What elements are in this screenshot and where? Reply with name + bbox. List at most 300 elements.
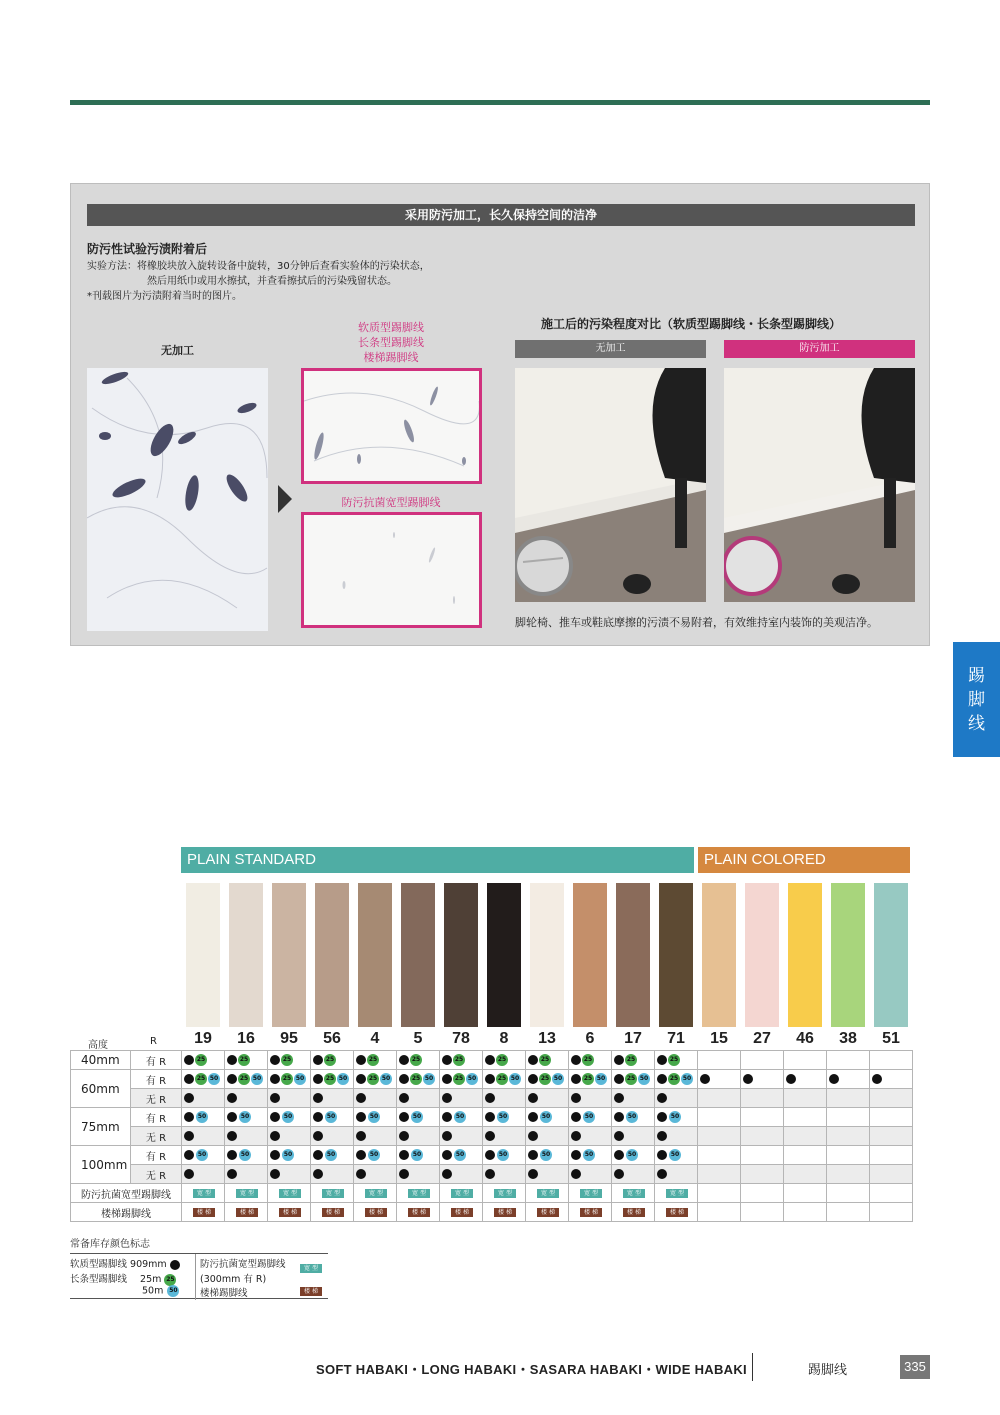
- table-row: [71, 1070, 913, 1089]
- availability-cell: [827, 1051, 870, 1070]
- wide-tag-icon: 宽 型: [279, 1189, 301, 1198]
- color-code: 38: [839, 1030, 857, 1047]
- badge-50-icon: 50: [380, 1073, 392, 1085]
- availability-cell: [354, 1146, 397, 1165]
- table-row: [71, 1165, 913, 1184]
- availability-cell: [698, 1070, 741, 1089]
- color-chip-13: [530, 883, 564, 1027]
- badge-50-icon: 50: [454, 1111, 466, 1123]
- availability-cell: [440, 1146, 483, 1165]
- availability-cell: [569, 1184, 612, 1203]
- stock-dot-icon: [614, 1074, 624, 1084]
- availability-cell: [225, 1070, 268, 1089]
- availability-cell: [268, 1089, 311, 1108]
- badge-50-icon: 50: [595, 1073, 607, 1085]
- height-cell: 100mm: [71, 1146, 131, 1184]
- availability-cell: [827, 1146, 870, 1165]
- badge-25-icon: 25: [281, 1073, 293, 1085]
- availability-cell: [182, 1051, 225, 1070]
- availability-cell: [268, 1108, 311, 1127]
- stock-dot-icon: [356, 1055, 366, 1065]
- availability-cell: [698, 1108, 741, 1127]
- method-line-1: 实验方法：将橡胶块放入旋转设备中旋转，30分钟后查看实验体的污染状态，: [87, 261, 430, 272]
- color-code: 56: [323, 1030, 341, 1047]
- availability-cell: [698, 1165, 741, 1184]
- availability-cell: [741, 1127, 784, 1146]
- stock-dot-icon: [227, 1074, 237, 1084]
- legend-divider: [195, 1254, 196, 1300]
- availability-cell: [397, 1184, 440, 1203]
- availability-cell: [268, 1165, 311, 1184]
- stock-dot-icon: [528, 1169, 538, 1179]
- badge-25-icon: 25: [453, 1073, 465, 1085]
- legend-stair-tag: [300, 1286, 322, 1297]
- badge-50-icon: 50: [196, 1111, 208, 1123]
- color-code: 27: [753, 1030, 771, 1047]
- availability-cell: [655, 1184, 698, 1203]
- availability-cell: [182, 1108, 225, 1127]
- stair-tag-icon: 楼 梯: [322, 1208, 344, 1217]
- stock-dot-icon: [485, 1112, 495, 1122]
- badge-25-icon: 25: [625, 1054, 637, 1066]
- availability-cell: [182, 1070, 225, 1089]
- stock-dot-icon: [614, 1131, 624, 1141]
- method-line-3: *刊载图片为污渍附着当时的图片。: [87, 291, 242, 302]
- availability-cell: [784, 1184, 827, 1203]
- stock-dot-icon: [442, 1150, 452, 1160]
- wide-tag-icon: 宽 型: [537, 1189, 559, 1198]
- stock-dot-icon: [270, 1131, 280, 1141]
- legend-long-length-25: 25m: [140, 1274, 162, 1285]
- availability-cell: [741, 1203, 784, 1222]
- availability-cell: [655, 1146, 698, 1165]
- badge-50-icon: 50: [583, 1149, 595, 1161]
- section-tab-char-1: 踢: [968, 666, 985, 686]
- availability-cell: [397, 1146, 440, 1165]
- badge-50-icon: 50: [669, 1149, 681, 1161]
- availability-cell: [526, 1165, 569, 1184]
- wide-sample-image: [301, 512, 482, 628]
- availability-cell: [268, 1070, 311, 1089]
- legend-stair: 楼梯踢脚线: [200, 1288, 248, 1299]
- availability-cell: [225, 1184, 268, 1203]
- stock-dot-icon: [485, 1055, 495, 1065]
- stair-tag-icon: 楼 梯: [537, 1208, 559, 1217]
- stock-dot-icon: [657, 1150, 667, 1160]
- badge-25-icon: 25: [496, 1054, 508, 1066]
- color-chip-8: [487, 883, 521, 1027]
- stock-dot-icon: [485, 1150, 495, 1160]
- color-chip-71: [659, 883, 693, 1027]
- availability-cell: [526, 1184, 569, 1203]
- table-row: [71, 1184, 913, 1203]
- availability-cell: [311, 1070, 354, 1089]
- color-code: 5: [413, 1030, 423, 1047]
- availability-cell: [741, 1184, 784, 1203]
- availability-cell: [827, 1184, 870, 1203]
- legend-wide-tag: [300, 1263, 322, 1274]
- availability-cell: [655, 1165, 698, 1184]
- badge-50-icon: 50: [540, 1149, 552, 1161]
- stock-dot-icon: [442, 1055, 452, 1065]
- badge-25-icon: 25: [539, 1073, 551, 1085]
- stock-dot-icon: [442, 1074, 452, 1084]
- badge-25-icon: 25: [668, 1073, 680, 1085]
- availability-cell: [655, 1108, 698, 1127]
- stock-dot-icon: [700, 1074, 710, 1084]
- badge-50-icon: 50: [411, 1149, 423, 1161]
- plain-standard-header: PLAIN STANDARD: [181, 847, 694, 873]
- availability-cell: [182, 1127, 225, 1146]
- legend-soft-length: 909mm: [130, 1259, 167, 1270]
- badge-50-icon: 50: [294, 1073, 306, 1085]
- stock-dot-icon: [270, 1150, 280, 1160]
- stock-dot-icon: [442, 1112, 452, 1122]
- availability-cell: [483, 1184, 526, 1203]
- label-treated-3: 楼梯踢脚线: [363, 351, 419, 364]
- treated-room-photo: [724, 368, 915, 602]
- badge-50-icon: 50: [325, 1149, 337, 1161]
- stock-dot-icon: [571, 1131, 581, 1141]
- color-code: 16: [237, 1030, 255, 1047]
- stair-tag-icon: 楼 梯: [451, 1208, 473, 1217]
- stock-dot-icon: [571, 1169, 581, 1179]
- availability-cell: [225, 1108, 268, 1127]
- stock-dot-icon: [184, 1131, 194, 1141]
- color-code: 8: [499, 1030, 509, 1047]
- availability-cell: [612, 1070, 655, 1089]
- availability-cell: [741, 1051, 784, 1070]
- availability-cell: [354, 1089, 397, 1108]
- badge-50-icon: 50: [196, 1149, 208, 1161]
- availability-cell: [569, 1108, 612, 1127]
- badge-50-icon: 50: [411, 1111, 423, 1123]
- availability-cell: [655, 1203, 698, 1222]
- badge-25-icon: 25: [281, 1054, 293, 1066]
- table-row: [71, 1146, 913, 1165]
- compare-title: 施工后的污染程度对比（软质型踢脚线・长条型踢脚线）: [541, 317, 842, 331]
- badge-25-icon: 25: [539, 1054, 551, 1066]
- table-row: [71, 1051, 913, 1070]
- color-code: 71: [667, 1030, 685, 1047]
- availability-cell: [440, 1108, 483, 1127]
- availability-cell: [612, 1089, 655, 1108]
- stair-tag-icon: 楼 梯: [236, 1208, 258, 1217]
- stock-dot-icon: [743, 1074, 753, 1084]
- color-code: 4: [370, 1030, 380, 1047]
- color-chip-95: [272, 883, 306, 1027]
- badge-50-icon: 50: [626, 1149, 638, 1161]
- footer-series: SOFT HABAKI・LONG HABAKI・SASARA HABAKI・WIDE HABAKI: [316, 1362, 747, 1377]
- availability-cell: [784, 1127, 827, 1146]
- r-cell: 有 R: [131, 1108, 182, 1127]
- availability-cell: [784, 1051, 827, 1070]
- badge-50-icon: 50: [325, 1111, 337, 1123]
- label-treated-1: 软质型踢脚线: [358, 321, 424, 334]
- availability-cell: [397, 1203, 440, 1222]
- height-cell: 60mm: [71, 1070, 131, 1108]
- badge-50-icon: 50: [423, 1073, 435, 1085]
- stock-dot-icon: [227, 1150, 237, 1160]
- availability-table: [70, 1050, 913, 1222]
- availability-cell: [655, 1089, 698, 1108]
- badge-50-icon: 50: [552, 1073, 564, 1085]
- badge-50-icon: 50: [497, 1111, 509, 1123]
- availability-cell: [311, 1146, 354, 1165]
- stock-dot-icon: [184, 1112, 194, 1122]
- badge-50-icon: 50: [638, 1073, 650, 1085]
- color-chip-78: [444, 883, 478, 1027]
- availability-cell: [526, 1089, 569, 1108]
- stock-dot-icon: [184, 1055, 194, 1065]
- availability-cell: [870, 1070, 913, 1089]
- availability-cell: [569, 1127, 612, 1146]
- stock-dot-icon: [571, 1055, 581, 1065]
- availability-cell: [612, 1108, 655, 1127]
- color-code: 17: [624, 1030, 642, 1047]
- availability-cell: [870, 1146, 913, 1165]
- treated-sample-image: [301, 368, 482, 484]
- stock-dot-icon: [313, 1169, 323, 1179]
- availability-cell: [483, 1108, 526, 1127]
- legend-long-label: 长条型踢脚线: [70, 1274, 128, 1285]
- badge-50-icon: 50: [167, 1285, 179, 1297]
- badge-50-icon: 50: [368, 1111, 380, 1123]
- availability-cell: [827, 1089, 870, 1108]
- availability-cell: [698, 1089, 741, 1108]
- availability-cell: [827, 1108, 870, 1127]
- availability-cell: [612, 1127, 655, 1146]
- badge-25-icon: 25: [496, 1073, 508, 1085]
- availability-cell: [784, 1203, 827, 1222]
- badge-50-icon: 50: [509, 1073, 521, 1085]
- badge-25-icon: 25: [410, 1054, 422, 1066]
- availability-cell: [741, 1146, 784, 1165]
- availability-cell: [698, 1184, 741, 1203]
- label-untreated: 无加工: [161, 344, 194, 357]
- availability-cell: [741, 1165, 784, 1184]
- availability-cell: [569, 1051, 612, 1070]
- availability-cell: [354, 1203, 397, 1222]
- compare-treated-label: 防污加工: [724, 340, 915, 358]
- color-chip-38: [831, 883, 865, 1027]
- stock-dot-icon: [657, 1093, 667, 1103]
- stock-dot-icon: [399, 1055, 409, 1065]
- stock-dot-icon: [356, 1074, 366, 1084]
- availability-cell: [354, 1165, 397, 1184]
- color-code: 13: [538, 1030, 556, 1047]
- availability-cell: [741, 1089, 784, 1108]
- stock-dot-icon: [356, 1169, 366, 1179]
- availability-cell: [268, 1146, 311, 1165]
- color-code: 15: [710, 1030, 728, 1047]
- availability-cell: [354, 1184, 397, 1203]
- stock-legend: [70, 1235, 328, 1299]
- legend-wide-note: (300mm 有 R): [200, 1274, 267, 1285]
- stock-dot-icon: [270, 1112, 280, 1122]
- badge-25-icon: 25: [410, 1073, 422, 1085]
- stock-dot-icon: [614, 1169, 624, 1179]
- stock-dot-icon: [485, 1169, 495, 1179]
- color-code: 78: [452, 1030, 470, 1047]
- wide-tag-icon: 宽 型: [451, 1189, 473, 1198]
- color-chip-19: [186, 883, 220, 1027]
- availability-cell: [655, 1051, 698, 1070]
- badge-50-icon: 50: [454, 1149, 466, 1161]
- stock-dot-icon: [829, 1074, 839, 1084]
- stock-dot-icon: [356, 1112, 366, 1122]
- availability-cell: [397, 1070, 440, 1089]
- table-row: [71, 1108, 913, 1127]
- wide-tag-icon: 宽 型: [408, 1189, 430, 1198]
- height-cell: 40mm: [71, 1051, 131, 1070]
- availability-cell: [268, 1127, 311, 1146]
- availability-cell: [698, 1127, 741, 1146]
- stock-dot-icon: [170, 1260, 180, 1270]
- availability-cell: [440, 1203, 483, 1222]
- stock-dot-icon: [657, 1112, 667, 1122]
- availability-cell: [440, 1165, 483, 1184]
- page-number: 335: [900, 1355, 930, 1379]
- badge-50-icon: 50: [583, 1111, 595, 1123]
- availability-cell: [526, 1146, 569, 1165]
- method-line-2: 然后用纸巾或用水擦拭，并查看擦拭后的污染残留状态。: [147, 276, 397, 287]
- stock-dot-icon: [528, 1055, 538, 1065]
- r-cell: 有 R: [131, 1070, 182, 1089]
- availability-cell: [440, 1089, 483, 1108]
- availability-cell: [870, 1184, 913, 1203]
- r-cell: 有 R: [131, 1146, 182, 1165]
- stock-dot-icon: [399, 1074, 409, 1084]
- color-chip-5: [401, 883, 435, 1027]
- color-code: 6: [585, 1030, 595, 1047]
- stock-dot-icon: [528, 1131, 538, 1141]
- wide-tag-icon: 宽 型: [494, 1189, 516, 1198]
- stock-dot-icon: [270, 1093, 280, 1103]
- stock-dot-icon: [313, 1093, 323, 1103]
- stair-tag-icon: 楼 梯: [494, 1208, 516, 1217]
- legend-long: [70, 1271, 176, 1286]
- legend-soft: [70, 1256, 181, 1270]
- stock-dot-icon: [614, 1093, 624, 1103]
- untreated-room-photo: [515, 368, 706, 602]
- badge-50-icon: 50: [466, 1073, 478, 1085]
- stair-tag-icon: 楼 梯: [580, 1208, 602, 1217]
- legend-title: 常备库存颜色标志: [70, 1239, 150, 1250]
- badge-25-icon: 25: [164, 1274, 176, 1286]
- footer-divider: [752, 1353, 753, 1381]
- wide-tag-icon: 宽 型: [580, 1189, 602, 1198]
- product-label-cell: 防污抗菌宽型踢脚线: [71, 1184, 182, 1203]
- availability-cell: [354, 1051, 397, 1070]
- badge-50-icon: 50: [368, 1149, 380, 1161]
- plain-colored-header: PLAIN COLORED: [698, 847, 910, 873]
- stock-dot-icon: [485, 1131, 495, 1141]
- availability-cell: [225, 1203, 268, 1222]
- color-chip-4: [358, 883, 392, 1027]
- stock-dot-icon: [270, 1169, 280, 1179]
- availability-cell: [569, 1070, 612, 1089]
- availability-cell: [741, 1108, 784, 1127]
- availability-cell: [612, 1051, 655, 1070]
- r-cell: 无 R: [131, 1127, 182, 1146]
- availability-cell: [526, 1203, 569, 1222]
- stock-dot-icon: [442, 1131, 452, 1141]
- availability-cell: [354, 1070, 397, 1089]
- badge-25-icon: 25: [324, 1054, 336, 1066]
- availability-cell: [182, 1203, 225, 1222]
- badge-50-icon: 50: [239, 1111, 251, 1123]
- availability-cell: [698, 1146, 741, 1165]
- availability-cell: [182, 1165, 225, 1184]
- color-code: 95: [280, 1030, 298, 1047]
- stock-dot-icon: [399, 1093, 409, 1103]
- stock-dot-icon: [227, 1055, 237, 1065]
- badge-50-icon: 50: [626, 1111, 638, 1123]
- legend-long-50: [142, 1285, 179, 1297]
- badge-50-icon: 50: [251, 1073, 263, 1085]
- badge-25-icon: 25: [238, 1054, 250, 1066]
- section-tab-char-2: 脚: [968, 690, 985, 710]
- badge-50-icon: 50: [540, 1111, 552, 1123]
- availability-cell: [827, 1127, 870, 1146]
- stair-tag-icon: 楼 梯: [300, 1287, 322, 1296]
- stock-dot-icon: [399, 1131, 409, 1141]
- availability-cell: [569, 1203, 612, 1222]
- availability-cell: [225, 1127, 268, 1146]
- availability-cell: [784, 1070, 827, 1089]
- availability-cell: [483, 1146, 526, 1165]
- panel-title: 采用防污加工，长久保持空间的洁净: [87, 204, 915, 226]
- availability-cell: [440, 1127, 483, 1146]
- badge-50-icon: 50: [282, 1111, 294, 1123]
- badge-25-icon: 25: [238, 1073, 250, 1085]
- legend-box: [70, 1253, 328, 1299]
- availability-cell: [311, 1203, 354, 1222]
- availability-cell: [483, 1165, 526, 1184]
- availability-cell: [569, 1146, 612, 1165]
- availability-cell: [784, 1108, 827, 1127]
- badge-25-icon: 25: [324, 1073, 336, 1085]
- badge-50-icon: 50: [681, 1073, 693, 1085]
- availability-cell: [870, 1165, 913, 1184]
- availability-cell: [483, 1051, 526, 1070]
- stock-dot-icon: [485, 1074, 495, 1084]
- badge-50-icon: 50: [282, 1149, 294, 1161]
- stock-dot-icon: [184, 1093, 194, 1103]
- color-chip-27: [745, 883, 779, 1027]
- label-wide: 防污抗菌宽型踢脚线: [341, 496, 441, 509]
- stock-dot-icon: [184, 1169, 194, 1179]
- availability-cell: [311, 1165, 354, 1184]
- wide-tag-icon: 宽 型: [300, 1264, 322, 1273]
- availability-cell: [440, 1051, 483, 1070]
- section-tab-char-3: 线: [968, 714, 985, 734]
- stock-dot-icon: [485, 1093, 495, 1103]
- color-chip-6: [573, 883, 607, 1027]
- availability-cell: [182, 1146, 225, 1165]
- availability-cell: [698, 1203, 741, 1222]
- availability-cell: [311, 1108, 354, 1127]
- section-tab[interactable]: [953, 642, 1000, 757]
- availability-cell: [225, 1165, 268, 1184]
- legend-soft-label: 软质型踢脚线: [70, 1259, 128, 1270]
- stock-dot-icon: [571, 1150, 581, 1160]
- badge-25-icon: 25: [195, 1073, 207, 1085]
- stock-dot-icon: [442, 1093, 452, 1103]
- availability-cell: [483, 1203, 526, 1222]
- stock-dot-icon: [184, 1150, 194, 1160]
